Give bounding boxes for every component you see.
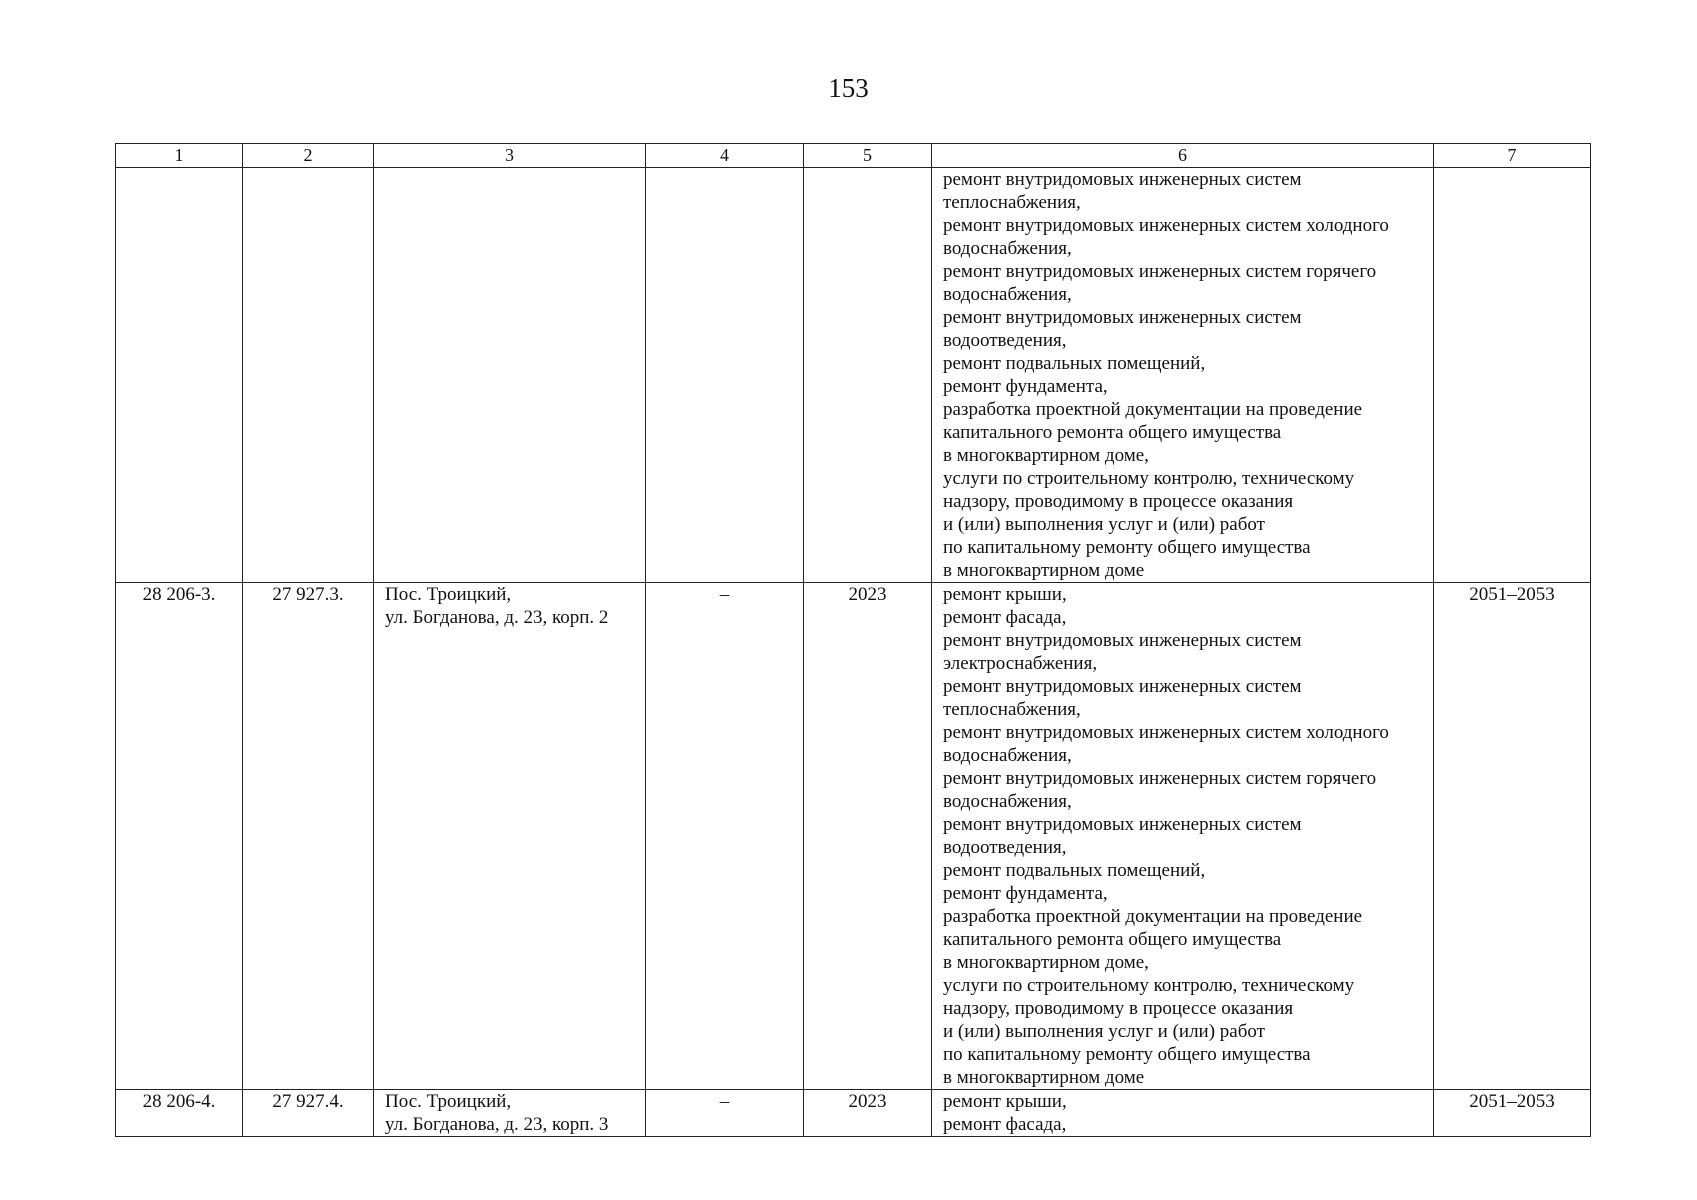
work-item-line: и (или) выполнения услуг и (или) работ [943,1021,1265,1042]
work-item-line: надзору, проводимому в процессе оказания [943,998,1294,1019]
work-item-line: водоотведения, [943,330,1067,351]
work-item-line: водоотведения, [943,837,1067,858]
work-item-line: по капитальному ремонту общего имущества [943,537,1311,558]
col4-cell [646,168,804,583]
work-item-line: разработка проектной документации на проведение [943,906,1363,927]
work-item-line: ремонт внутридомовых инженерных систем горячего [943,768,1377,789]
work-item-line: услуги по строительному контролю, техническому [943,975,1355,996]
building-number-cell [243,168,374,583]
work-item-line: ремонт фундамента, [943,883,1108,904]
period-value: 2051–2053 [1469,1091,1555,1112]
work-item-line: ремонт подвальных помещений, [943,353,1206,374]
col4-value: – [719,1091,730,1112]
work-item-line: ремонт внутридомовых инженерных систем [943,630,1302,651]
works-list-cell [932,1090,1434,1137]
building-number: 27 927.3. [272,584,344,605]
work-item-line: в многоквартирном доме, [943,952,1149,973]
work-item-line: капитального ремонта общего имущества [943,422,1282,443]
building-number-cell [243,1090,374,1137]
work-item-line: ремонт фасада, [943,607,1067,628]
record-number-cell [116,168,243,583]
page-number: 153 [828,73,869,103]
table-body [116,168,1591,1137]
period-cell [1434,168,1591,583]
work-item-line: водоснабжения, [943,284,1072,305]
address-cell [374,168,646,583]
work-item-line: ремонт крыши, [943,1091,1067,1112]
address-line: ул. Богданова, д. 23, корп. 2 [385,607,609,628]
building-number: 27 927.4. [272,1091,344,1112]
work-item-line: ремонт внутридомовых инженерных систем [943,169,1302,190]
work-item-line: по капитальному ремонту общего имущества [943,1044,1311,1065]
address-line: Пос. Троицкий, [385,584,512,605]
record-number: 28 206-4. [142,1091,216,1112]
work-item-line: надзору, проводимому в процессе оказания [943,491,1294,512]
year-cell [804,168,932,583]
work-item-line: разработка проектной документации на проведение [943,399,1363,420]
work-item-line: ремонт подвальных помещений, [943,860,1206,881]
period-cell [1434,583,1591,1090]
address-cell [374,583,646,1090]
col4-value: – [719,584,730,605]
address-line: ул. Богданова, д. 23, корп. 3 [385,1114,609,1135]
work-item-line: ремонт внутридомовых инженерных систем [943,676,1302,697]
col4-cell [646,583,804,1090]
work-item-line: ремонт внутридомовых инженерных систем [943,814,1302,835]
work-item-line: теплоснабжения, [943,192,1081,213]
work-item-line: ремонт фасада, [943,1114,1067,1135]
building-number-cell [243,583,374,1090]
work-item-line: и (или) выполнения услуг и (или) работ [943,514,1265,535]
table-row [116,1090,1591,1137]
record-number: 28 206-3. [142,584,216,605]
record-number-cell [116,1090,243,1137]
capital-repair-table [115,143,1591,1137]
address-cell [374,1090,646,1137]
header-col-4: 4 [646,144,804,168]
work-item-line: электроснабжения, [943,653,1098,674]
work-item-line: ремонт внутридомовых инженерных систем холодного [943,722,1389,743]
work-item-line: ремонт внутридомовых инженерных систем горячего [943,261,1377,282]
header-col-7: 7 [1434,144,1591,168]
header-col-3: 3 [374,144,646,168]
table-row [116,583,1591,1090]
work-item-line: ремонт крыши, [943,584,1067,605]
record-number-cell [116,583,243,1090]
header-col-2: 2 [243,144,374,168]
work-item-line: водоснабжения, [943,238,1072,259]
period-value: 2051–2053 [1469,584,1555,605]
header-col-6: 6 [932,144,1434,168]
works-list-cell [932,168,1434,583]
col4-cell [646,1090,804,1137]
work-item-line: в многоквартирном доме [943,1067,1145,1088]
header-col-5: 5 [804,144,932,168]
year-value: 2023 [848,1091,887,1112]
period-cell [1434,1090,1591,1137]
work-item-line: ремонт внутридомовых инженерных систем холодного [943,215,1389,236]
address-line: Пос. Троицкий, [385,1091,512,1112]
year-cell [804,1090,932,1137]
work-item-line: ремонт фундамента, [943,376,1108,397]
work-item-line: услуги по строительному контролю, техническому [943,468,1355,489]
work-item-line: водоснабжения, [943,745,1072,766]
works-list-cell [932,583,1434,1090]
table-header-row [116,144,1591,168]
work-item-line: в многоквартирном доме, [943,445,1149,466]
work-item-line: водоснабжения, [943,791,1072,812]
table-row [116,168,1591,583]
header-col-1: 1 [116,144,243,168]
year-cell [804,583,932,1090]
year-value: 2023 [848,584,887,605]
work-item-line: теплоснабжения, [943,699,1081,720]
work-item-line: ремонт внутридомовых инженерных систем [943,307,1302,328]
work-item-line: капитального ремонта общего имущества [943,929,1282,950]
work-item-line: в многоквартирном доме [943,560,1145,581]
